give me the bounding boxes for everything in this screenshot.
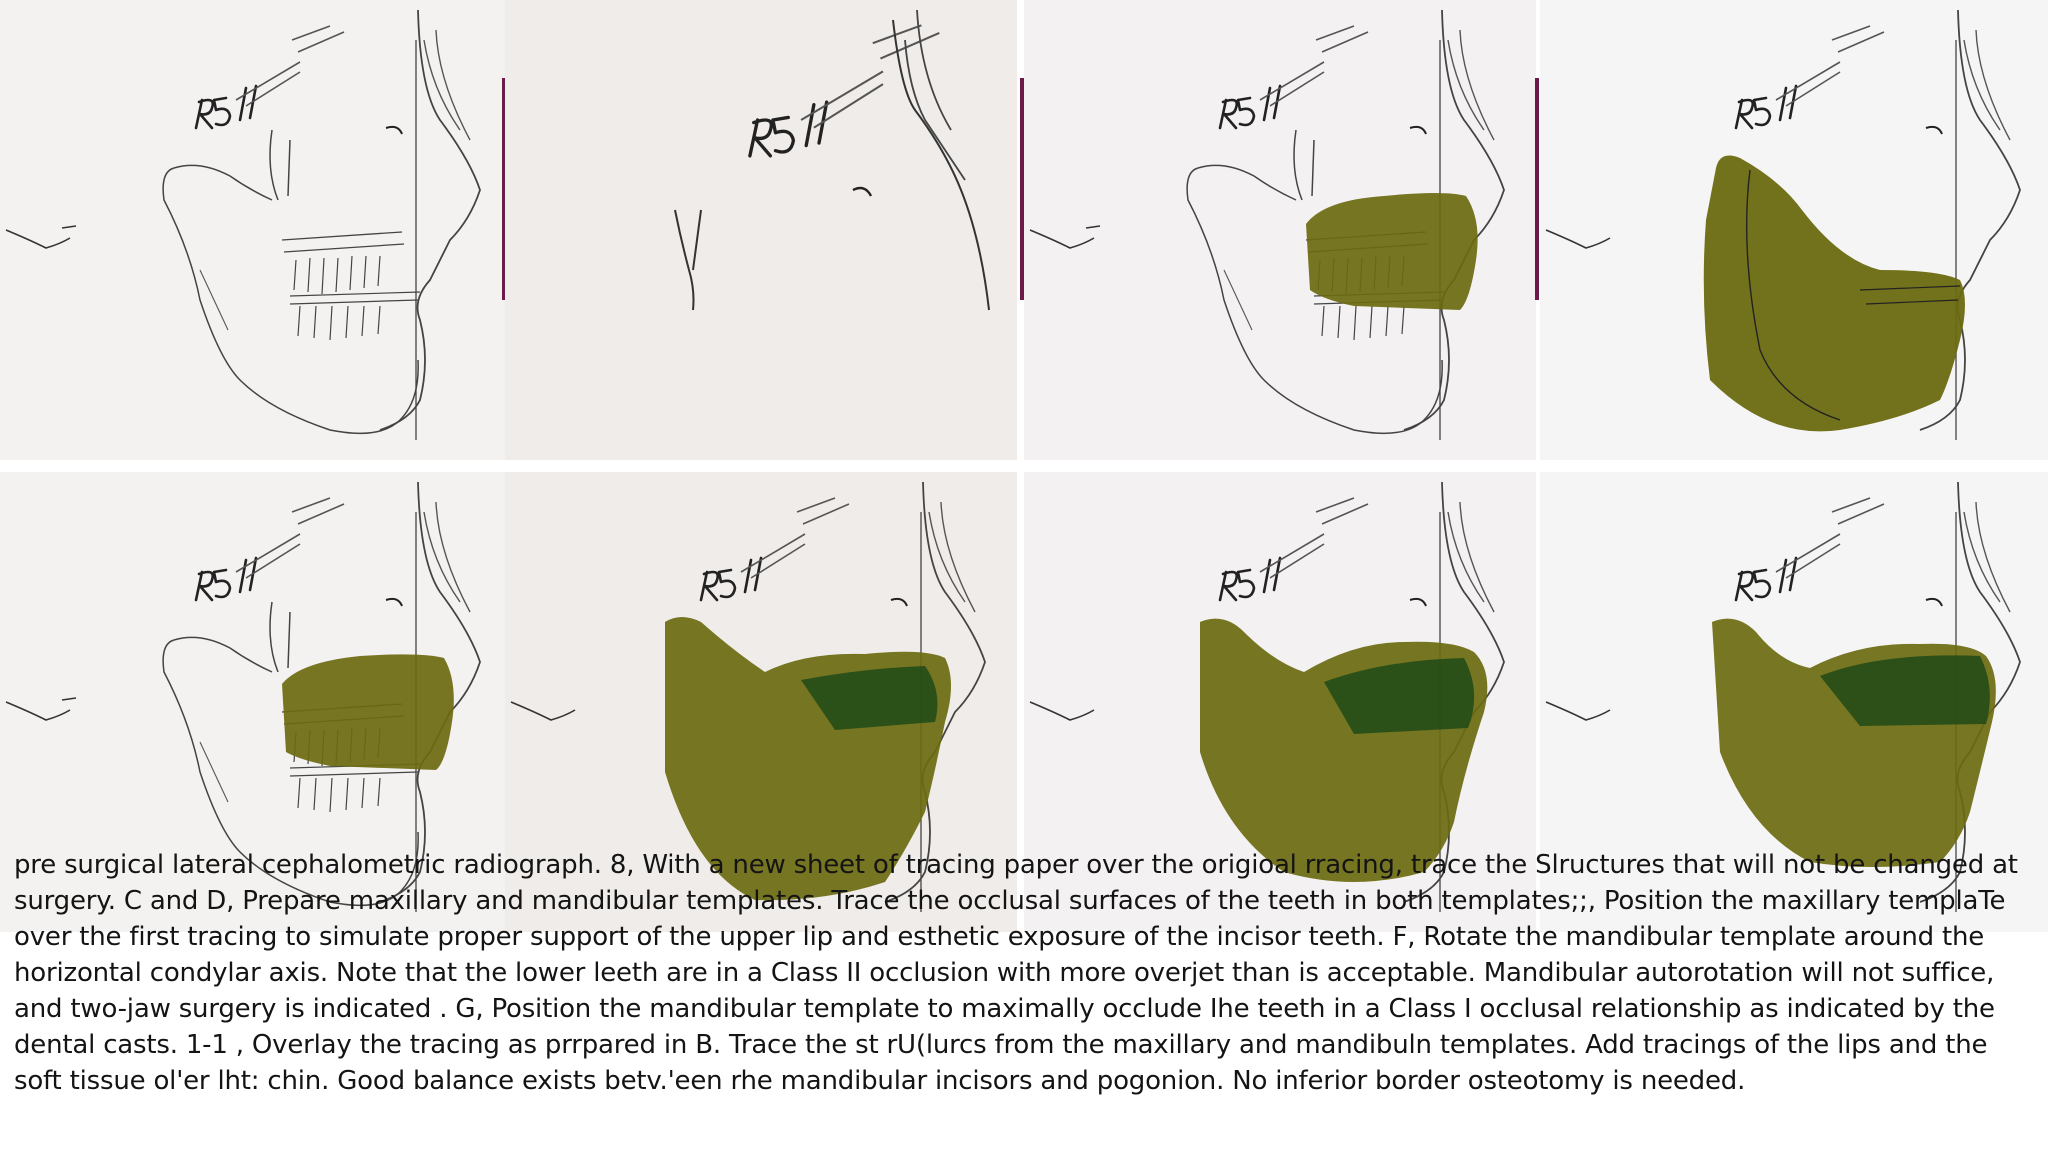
- panel-tracing-mandibular-template: [1540, 0, 2048, 460]
- figure-caption: pre surgical lateral cephalometric radiograph. 8, With a new sheet of tracing paper over the origioal rracing, trace the Slructures that will not be changed at surgery. C and D, Prepare maxillary and mandibular templates. Trace the occlusal surfaces of the teeth in both templates;;, Position the maxillary templaTe over the first tracing to simulate proper support of the upper lip and esthetic exposure of the incisor teeth. F, Rotate the mandibular template around the horizontal condylar axis. Note that the lower leeth are in a Class II occlusion with more overjet than is acceptable. Mandibular autorotation will not suffice, and two-jaw surgery is indicated . G, Position the mandibular template to maximally occlude Ihe teeth in a Class I occlusal relationship as indicated by the dental casts. 1-1 , Overlay the tracing as prrpared in B. Trace the st rU(lurcs from the maxillary and mandibuln templates. Add tracings of the lips and the soft tissue ol'er lht: chin. Good balance exists betv.'een rhe mandibular incisors and pogonion. No inferior border osteotomy is needed.: [14, 850, 2018, 1096]
- handwritten-label: [1736, 26, 1884, 128]
- maxillary-template: [282, 654, 454, 770]
- handwritten-label: [1736, 498, 1884, 600]
- handwritten-label: [1220, 26, 1368, 128]
- mandibular-template: [1704, 156, 1965, 432]
- maxillary-template: [1306, 193, 1478, 310]
- handwritten-label: [750, 25, 939, 156]
- handwritten-label: [196, 498, 344, 600]
- panel-tracing-skull: [0, 0, 512, 460]
- panel-tracing-maxillary-template: [1024, 0, 1536, 460]
- skull-tracing: [6, 130, 420, 433]
- panel-divider: [1535, 78, 1539, 300]
- soft-tissue-profile: [380, 10, 480, 440]
- panel-tracing-structures: [505, 0, 1017, 460]
- mandibular-template: [1200, 619, 1487, 882]
- handwritten-label: [1220, 498, 1368, 600]
- handwritten-label: [701, 498, 849, 600]
- handwritten-label: [196, 26, 344, 128]
